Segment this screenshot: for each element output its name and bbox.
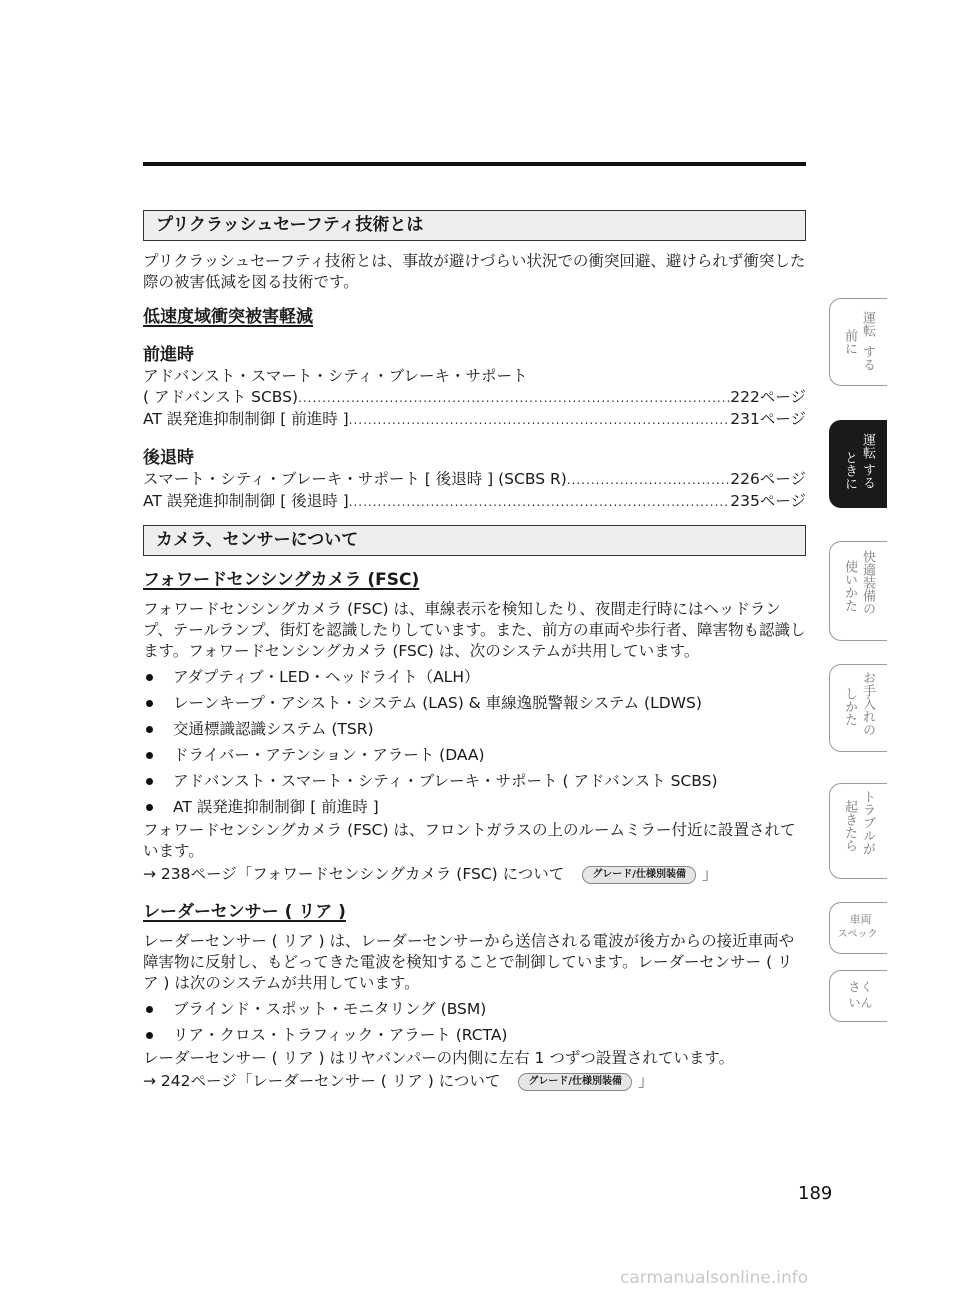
tab-label: 運転 (860, 433, 875, 459)
list-item: アドバンスト・スマート・シティ・ブレーキ・サポート ( アドバンスト SCBS) (143, 768, 806, 794)
heading-low-speed: 低速度域衝突被害軽減 (143, 307, 313, 327)
tab-before-driving[interactable] (829, 298, 887, 386)
radar-ref-link[interactable]: → 242ページ「レーダーセンサー ( リア ) について (143, 1072, 501, 1090)
grade-badge: グレード/仕様別装備 (582, 866, 696, 884)
watermark: carmanualsonline.info (620, 1268, 809, 1288)
tab-comfort-features[interactable] (829, 541, 887, 641)
tab-label: 車両 (849, 913, 872, 926)
tab-label: 前に (842, 329, 857, 355)
grade-badge: グレード/仕様別装備 (518, 1073, 632, 1091)
ref-page[interactable]: 226ページ (730, 470, 806, 488)
tab-maintenance[interactable] (829, 664, 887, 752)
tab-label: トラブルが (860, 790, 875, 855)
tab-label: しかた (842, 687, 857, 726)
list-item: アダプティブ・LED・ヘッドライト（ALH） (143, 664, 806, 690)
section-title-camera: カメラ、センサーについて (143, 525, 806, 556)
tab-troubleshooting[interactable] (829, 783, 887, 879)
tab-label: 運転 (860, 311, 875, 337)
list-item: ドライバー・アテンション・アラート (DAA) (143, 742, 806, 768)
heading-reverse: 後退時 (143, 448, 194, 468)
list-item: AT 誤発進抑制制御 [ 前進時 ] (143, 794, 806, 820)
tab-label: する (860, 345, 875, 371)
ref-text: AT 誤発進抑制制御 [ 後退時 ] (143, 492, 349, 510)
top-rule (143, 162, 806, 166)
fsc-ref-link[interactable]: → 238ページ「フォワードセンシングカメラ (FSC) について (143, 865, 565, 883)
tab-label: お手入れの (860, 671, 875, 736)
list-item: 交通標識認識システム (TSR) (143, 716, 806, 742)
ref-row (143, 387, 806, 409)
radar-location: レーダーセンサー ( リア ) はリヤバンパーの内側に左右 1 つずつ設置されています。 (143, 1049, 735, 1067)
tab-label: 使いかた (842, 560, 857, 612)
tab-label: 快適装備の (860, 550, 875, 615)
ref-text: ( アドバンスト SCBS) (143, 388, 299, 406)
precrash-intro: プリクラッシュセーフティ技術とは、事故が避けづらい状況での衝突回避、避けられず衝突した際の被害低減を図る技術です。 (143, 252, 806, 291)
leader-dots (349, 410, 731, 431)
tab-label: いん (848, 996, 873, 1010)
leader-dots (349, 492, 731, 513)
tab-specifications[interactable] (829, 902, 887, 954)
section-title-precrash: プリクラッシュセーフティ技術とは (143, 210, 806, 241)
close-bracket: 」 (638, 1072, 654, 1090)
heading-fsc: フォワードセンシングカメラ (FSC) (143, 570, 420, 590)
leader-dots (567, 470, 730, 491)
list-item: ブラインド・スポット・モニタリング (BSM) (143, 996, 806, 1022)
heading-radar: レーダーセンサー ( リア ) (143, 902, 346, 922)
page-content (143, 210, 806, 1093)
ref-row (143, 409, 806, 431)
fsc-system-list (143, 664, 806, 820)
tab-label: 起きたら (842, 800, 857, 852)
tab-label: スペック (837, 929, 878, 940)
page-number: 189 (798, 1183, 833, 1204)
list-item: リア・クロス・トラフィック・アラート (RCTA) (143, 1022, 806, 1048)
ref-text: AT 誤発進抑制制御 [ 前進時 ] (143, 410, 349, 428)
leader-dots (298, 388, 730, 409)
radar-intro: レーダーセンサー ( リア ) は、レーダーセンサーから送信される電波が後方からの接近車両や障害物に反射し、もどってきた電波を検知することで制御しています。レーダーセンサー ( リア ) は次のシステムが共用しています。 (143, 932, 795, 992)
tab-label: する (860, 463, 875, 489)
ref-row (143, 491, 806, 513)
ref-text: スマート・シティ・ブレーキ・サポート [ 後退時 ] (SCBS R) (143, 470, 567, 488)
radar-reference (143, 1069, 806, 1093)
ref-page[interactable]: 235ページ (730, 492, 806, 510)
fsc-location: フォワードセンシングカメラ (FSC) は、フロントガラスの上のルームミラー付近に設置されています。 (143, 821, 796, 860)
tab-while-driving[interactable] (829, 420, 887, 508)
tab-index[interactable] (829, 970, 887, 1022)
fsc-reference (143, 862, 806, 886)
forward-line1: アドバンスト・スマート・シティ・ブレーキ・サポート (143, 367, 528, 385)
heading-forward: 前進時 (143, 345, 194, 365)
close-bracket: 」 (701, 865, 718, 883)
ref-page[interactable]: 231ページ (730, 410, 806, 428)
ref-page[interactable]: 222ページ (730, 388, 806, 406)
ref-row (143, 469, 806, 491)
radar-system-list (143, 996, 806, 1048)
tab-label: さく (848, 980, 873, 994)
tab-label: ときに (842, 451, 857, 490)
fsc-intro: フォワードセンシングカメラ (FSC) は、車線表示を検知したり、夜間走行時にはヘッドランプ、テールランプ、街灯を認識したりしています。また、前方の車両や歩行者、障害物も認識します。フォワードセンシングカメラ (FSC) は、次のシステムが共用しています。 (143, 600, 806, 660)
list-item: レーンキープ・アシスト・システム (LAS) & 車線逸脱警報システム (LDWS) (143, 690, 806, 716)
